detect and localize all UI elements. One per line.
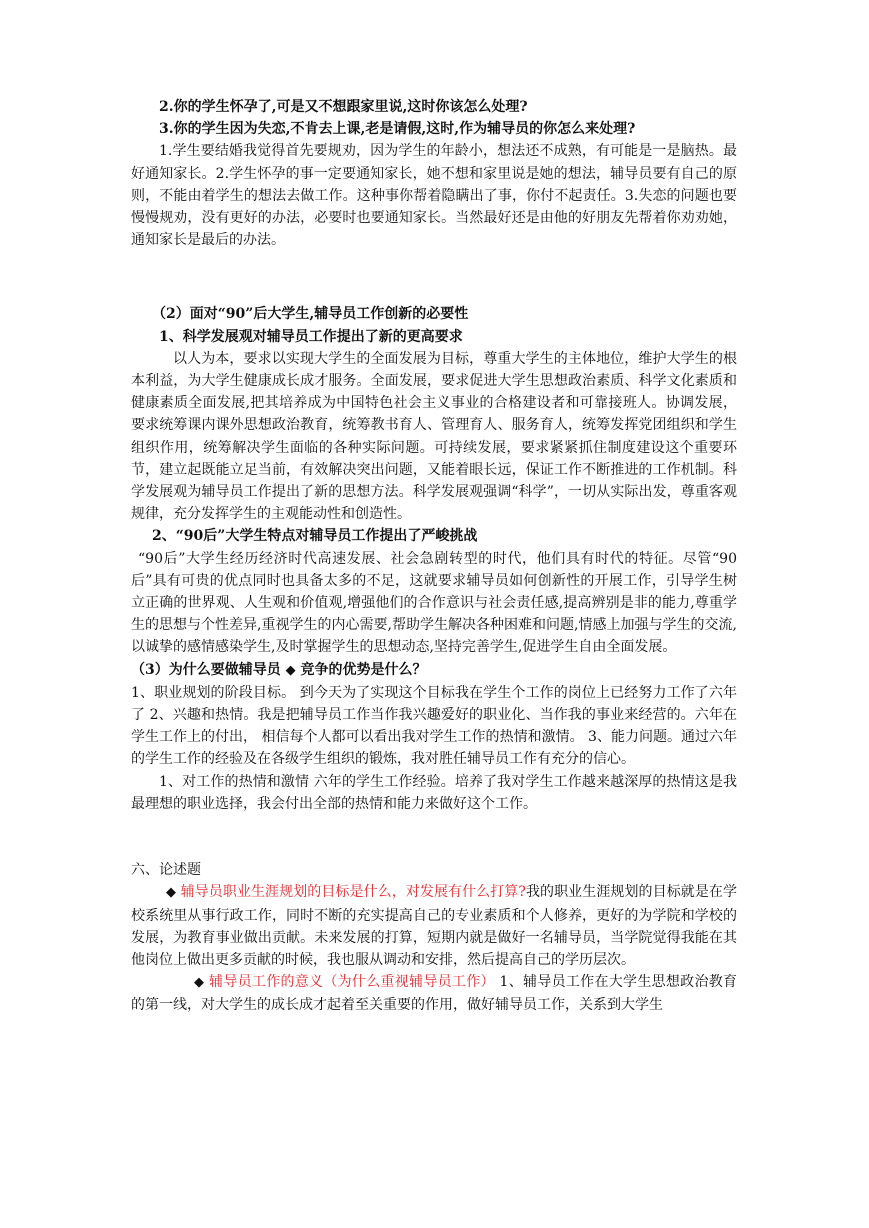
question-2: 2.你的学生怀孕了,可是又不想跟家里说,这时你该怎么处理? <box>159 99 528 115</box>
diamond-bullet-icon: ◆ <box>166 885 177 901</box>
section-2-subheading-1: 1、科学发展观对辅导员工作提出了新的更高要求 <box>159 328 463 345</box>
section-3-heading-b: 竞争的优势是什么？ <box>300 661 427 678</box>
section-3-paragraph-2: 1、对工作的热情和激情 六年的学生工作经验。培养了我对学生工作越来越深厚的热情这是我最理想的职业选择，我会付出全部的热情和能力来做好这个工作。 <box>131 773 737 812</box>
section-3-paragraph-1: 1、职业规划的阶段目标。 到今天为了实现这个目标我在学生个工作的岗位上已经努力工作了六年了 2、兴趣和热情。我是把辅导员工作当作我兴趣爱好的职业化、当作我的事业来经营的。六年在学生工作上的付出， 相信每个人都可以看出我对学生工作的热情和激情。 3、能力问题。通过六年的学生工作的经验及在各级学生组织的锻炼，我对胜任辅导员工作有充分的信心。 <box>131 684 737 768</box>
section-6-item-1-title: 辅导员职业生涯规划的目标是什么，对发展有什么打算? <box>180 884 526 901</box>
section-6-item-2 <box>131 971 737 1016</box>
section-2-subheading-2: 2、“90后”大学生特点对辅导员工作提出了严峻挑战 <box>152 528 478 545</box>
section-2-paragraph-2: “90后”大学生经历经济时代高速发展、社会急剧转型的时代，他们具有时代的特征。尽管“90后”具有可贵的优点同时也具备太多的不足，这就要求辅导员如何创新性的开展工作，引导学生树立正确的世界观、人生观和价值观,增强他们的合作意识与社会责任感,提高辨别是非的能力,尊重学生的思想与个性差异,重视学生的内心需要,帮助学生解决各种困难和问题,情感上加强与学生的交流,以诚挚的感情感染学生,及时掌握学生的思想动态,坚持完善学生,促进学生自由全面发展。 <box>131 550 737 656</box>
diamond-bullet-icon: ◆ <box>194 975 205 991</box>
spacer <box>131 815 737 859</box>
diamond-bullet-icon: ◆ <box>285 662 296 678</box>
section-3-heading <box>131 659 737 682</box>
section-6-item-2-text: 1、辅导员工作在大学生思想政治教育的第一线，对大学生的成长成才起着至关重要的作用，做好辅导员工作，关系到大学生 <box>131 974 738 1014</box>
section-3-heading-a: （3）为什么要做辅导员 <box>131 661 281 678</box>
spacer <box>131 251 737 303</box>
section-6-item-2-title: 辅导员工作的意义（为什么重视辅导员工作） <box>209 974 495 991</box>
section-2-heading: （2）面对“90”后大学生,辅导员工作创新的必要性 <box>152 306 469 323</box>
section-6-item-1 <box>131 881 737 971</box>
document-body <box>131 96 737 1017</box>
question-3: 3.你的学生因为失恋,不肯去上课,老是请假,这时,作为辅导员的你怎么来处理? <box>159 121 636 138</box>
answer-paragraph: 1.学生要结婚我觉得首先要规劝，因为学生的年龄小，想法还不成熟，有可能是一是脑热。最好通知家长。2.学生怀孕的事一定要通知家长，她不想和家里说是她的想法，辅导员要有自己的原则，不能由着学生的想法去做工作。这种事你帮着隐瞒出了事，你付不起责任。3.失恋的问题也要慢慢规劝，没有更好的办法，必要时也要通知家长。当然最好还是由他的好朋友先帮着你劝劝她，通知家长是最后的办法。 <box>131 143 737 249</box>
section-2-paragraph-1: 以人为本，要求以实现大学生的全面发展为目标，尊重大学生的主体地位，维护大学生的根本利益，为大学生健康成长成才服务。全面发展，要求促进大学生思想政治素质、科学文化素质和健康素质全面发展,把其培养成为中国特色社会主义事业的合格建设者和可靠接班人。协调发展，要求统筹课内课外思想政治教育，统筹教书育人、管理育人、服务育人，统筹发挥党团组织和学生组织作用，统筹解决学生面临的各种实际问题。可持续发展，要求紧紧抓住制度建设这个重要环节，建立起既能立足当前，有效解决突出问题，又能着眼长远，保证工作不断推进的工作机制。科学发展观为辅导员工作提出了新的思想方法。科学发展观强调“科学”，一切从实际出发，尊重客观规律，充分发挥学生的主观能动性和创造性。 <box>131 350 737 523</box>
section-6-heading: 六、论述题 <box>131 862 201 879</box>
section-6-item-1-text: 我的职业生涯规划的目标就是在学校系统里从事行政工作，同时不断的充实提高自己的专业素质和个人修养，更好的为学院和学校的发展，为教育事业做出贡献。未来发展的打算，短期内就是做好一名辅导员，当学院觉得我能在其他岗位上做出更多贡献的时候，我也服从调动和安排，然后提高自己的学历层次。 <box>131 884 737 968</box>
